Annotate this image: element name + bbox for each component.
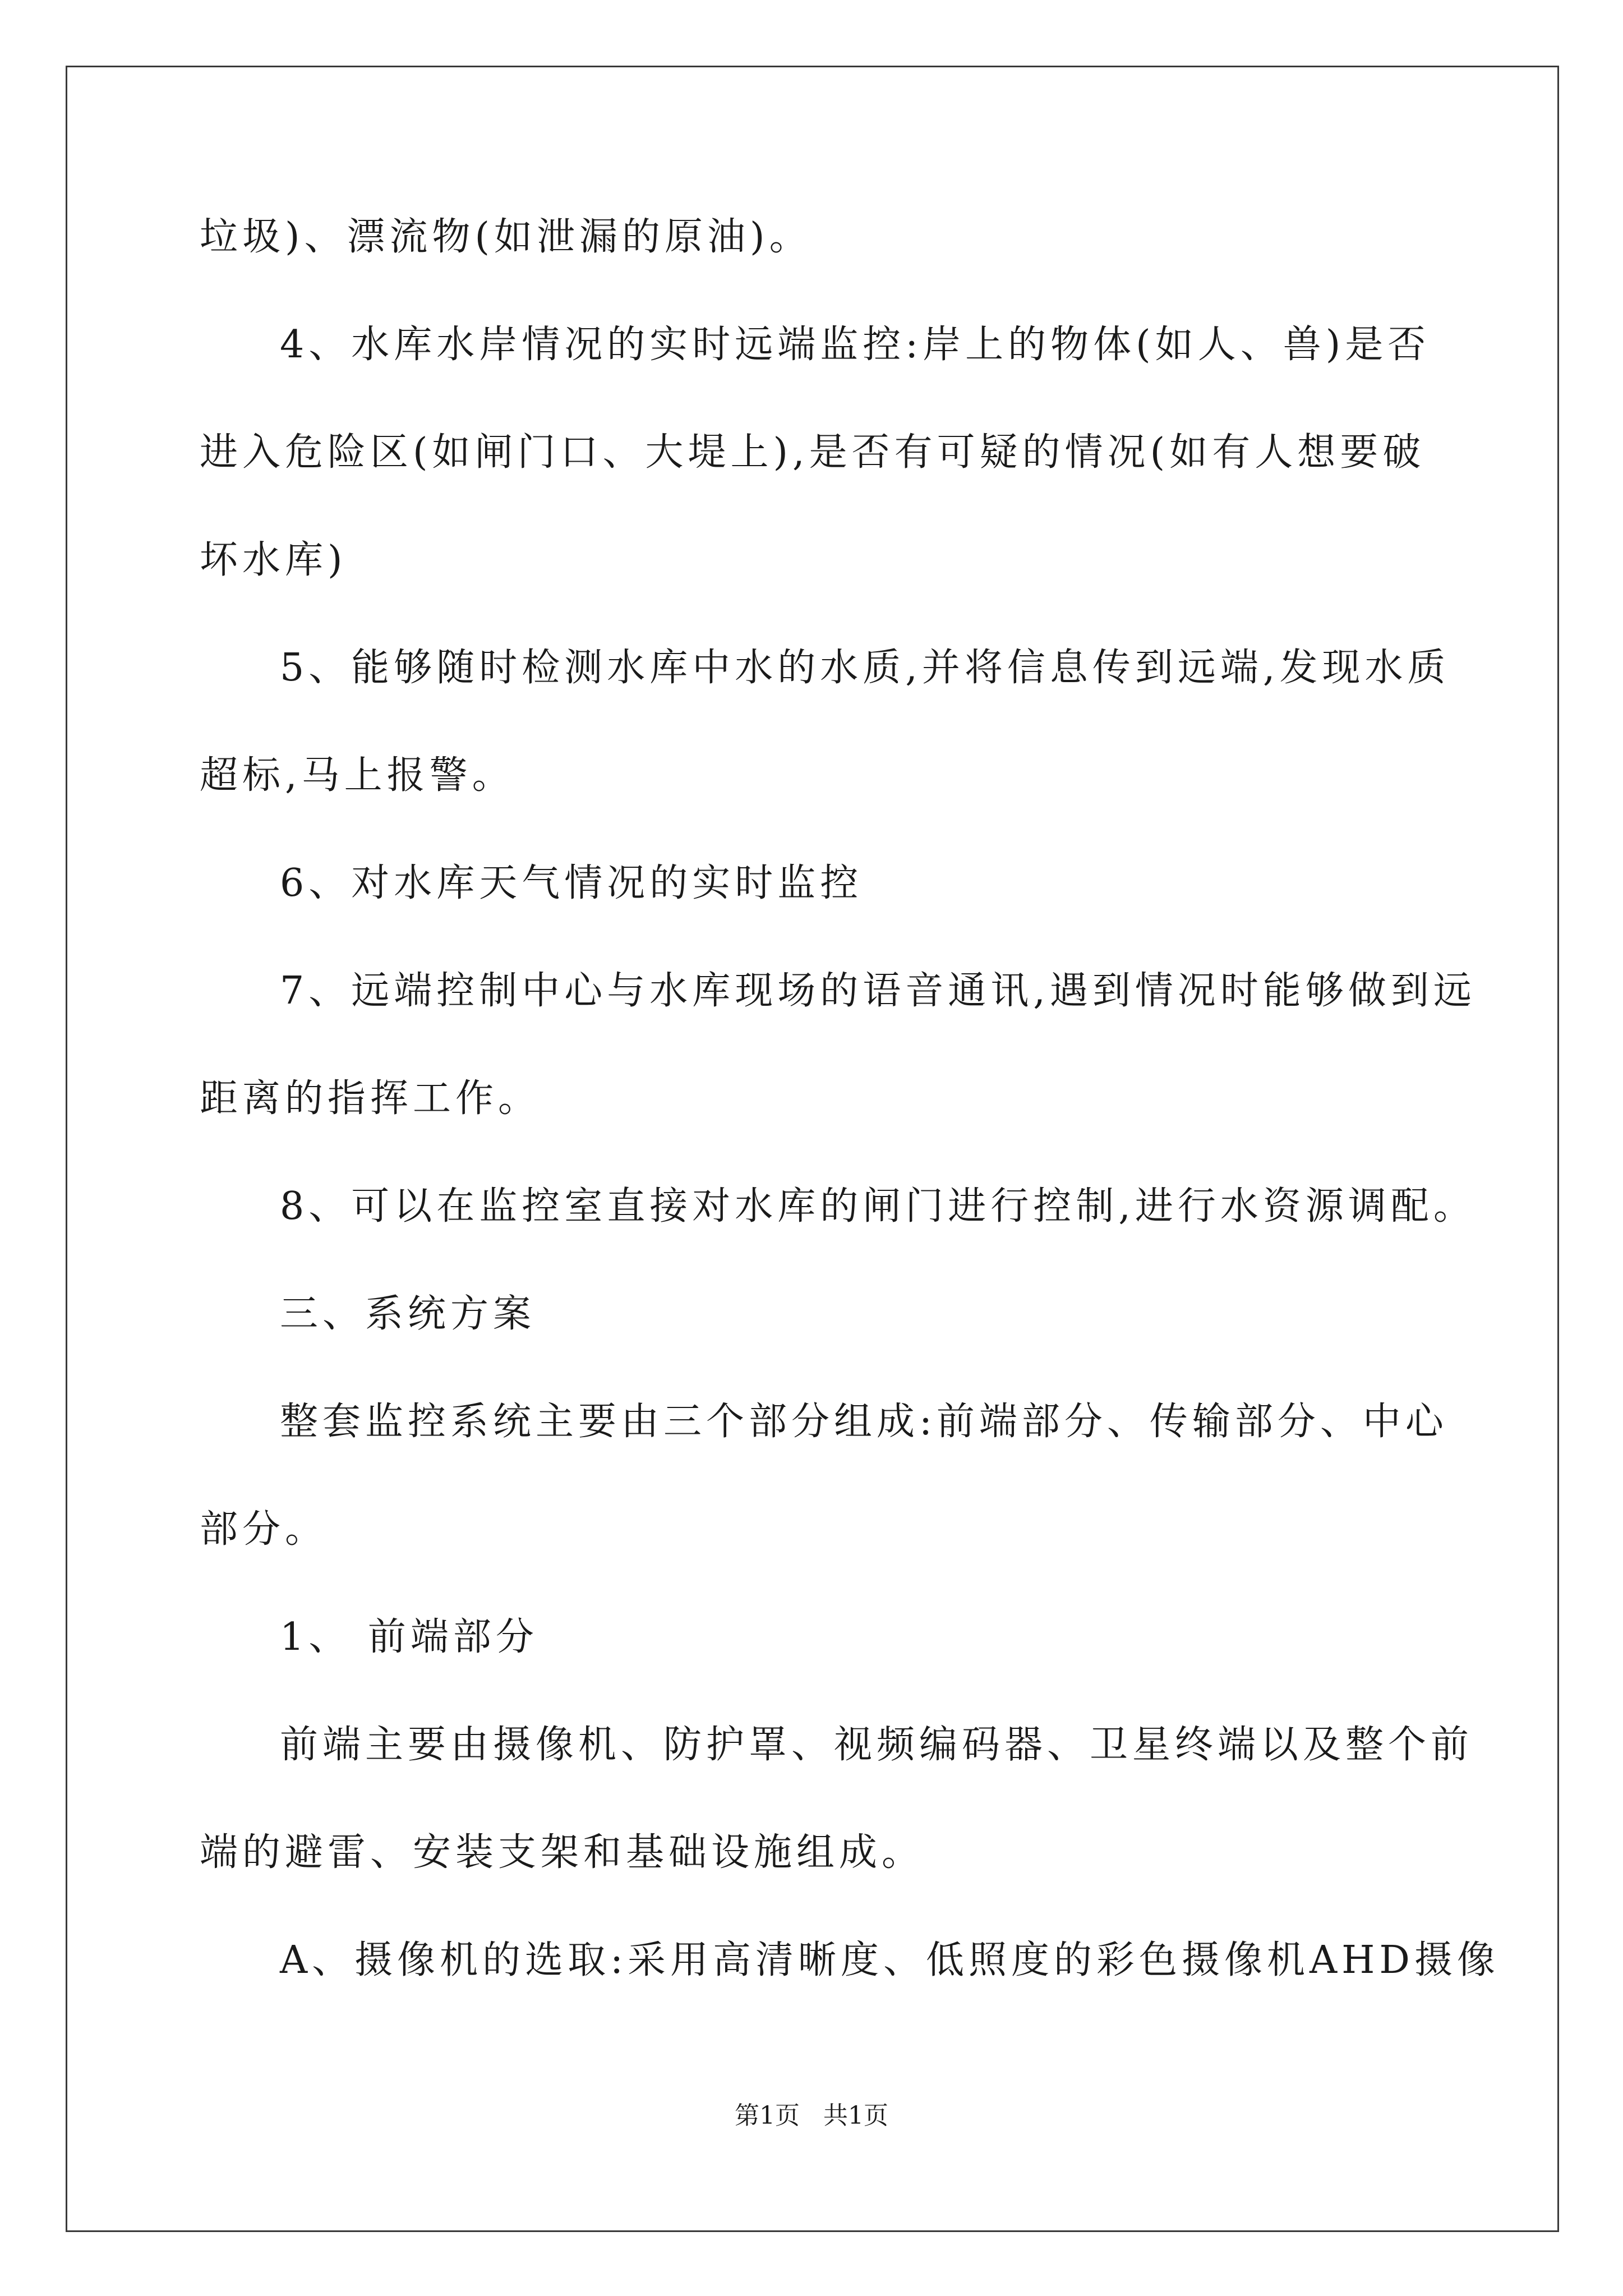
text-line: 8、可以在监控室直接对水库的闸门进行控制,进行水资源调配。 — [280, 1184, 1476, 1228]
text-line: 进入危险区(如闸门口、大堤上),是否有可疑的情况(如有人想要破 — [200, 430, 1426, 475]
text-line: 端的避雷、安装支架和基础设施组成。 — [200, 1830, 925, 1875]
text-line: 坏水库) — [200, 538, 347, 582]
text-line: 部分。 — [200, 1507, 328, 1552]
text-line: 7、远端控制中心与水库现场的语音通讯,遇到情况时能够做到远 — [280, 969, 1476, 1013]
page-border — [66, 66, 1559, 2232]
text-line: 6、对水库天气情况的实时监控 — [280, 861, 863, 905]
text-line: 垃圾)、漂流物(如泄漏的原油)。 — [200, 215, 812, 259]
subsection-heading: 1、 前端部分 — [280, 1615, 538, 1659]
section-heading: 三、系统方案 — [280, 1292, 536, 1336]
text-line: 前端主要由摄像机、防护罩、视频编码器、卫星终端以及整个前 — [280, 1723, 1474, 1767]
page-number-footer: 第1页 共1页 — [735, 2101, 888, 2130]
text-line: 4、水库水岸情况的实时远端监控:岸上的物体(如人、兽)是否 — [280, 323, 1431, 367]
text-line: 整套监控系统主要由三个部分组成:前端部分、传输部分、中心 — [280, 1400, 1448, 1444]
text-line: A、摄像机的选取:采用高清晰度、低照度的彩色摄像机AHD摄像 — [280, 1938, 1500, 1982]
text-line: 超标,马上报警。 — [200, 753, 515, 798]
text-line: 5、能够随时检测水库中水的水质,并将信息传到远端,发现水质 — [280, 646, 1450, 690]
text-line: 距离的指挥工作。 — [200, 1076, 541, 1121]
